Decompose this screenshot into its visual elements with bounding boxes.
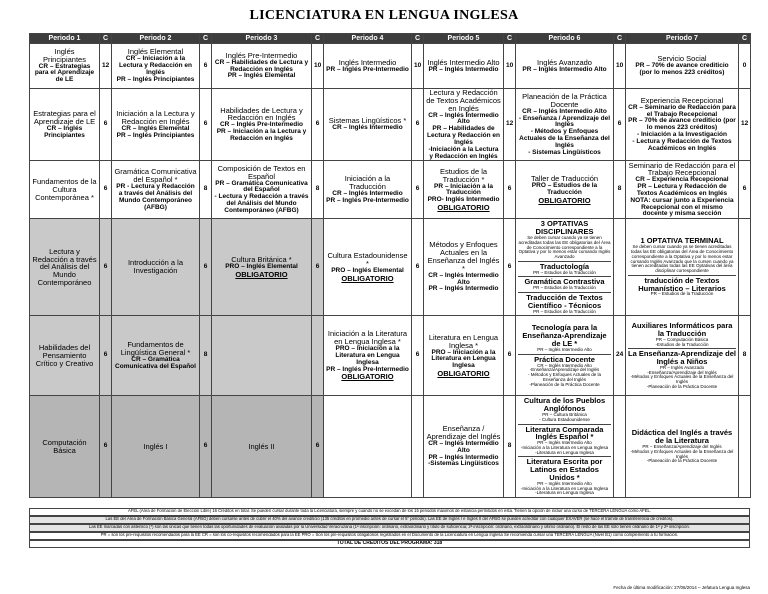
- table-row: [30, 396, 751, 498]
- course-name: Composición de Textos en Español: [217, 163, 306, 181]
- credits-cell: 6: [200, 44, 212, 89]
- course-cell-period-3: [212, 161, 312, 219]
- course-name: Métodos y Enfoques Actuales en la Enseñanza del Inglés *: [427, 240, 500, 273]
- course-requirement: PR – Inglés Principiantes: [116, 131, 195, 139]
- course-cell-period-1: [30, 219, 100, 316]
- footer-asterisk-note: Las EE marcadas con asterisco (*) son las únicas que tienen todas las oportunidades de evaluación avaladas por la Universidad Veracruzana (1ª inscripción: ordinario, extraordinario y título de suficiencia; 2ª inscripción: ordinario, extraordinario y último ordinario). El resto de las EE sólo tienen ordinario de 1ª y 2ª inscripción.: [29, 524, 750, 532]
- credits-cell: 10: [412, 44, 424, 89]
- course-cell-period-4: [324, 219, 412, 316]
- course-cell-period-7: [626, 44, 739, 89]
- course-requirement: CR – Iniciación a la Lectura y Redacción en Inglés: [119, 55, 192, 76]
- credits-cell: 8: [739, 316, 751, 396]
- course-name: Computación Básica: [42, 437, 87, 455]
- credits-cell: 8: [504, 396, 516, 498]
- credits-cell: 6: [504, 161, 516, 219]
- course-requirement: PR – Computación Básica: [655, 336, 709, 342]
- credits-cell: 6: [100, 219, 112, 316]
- course-cell-period-4: [324, 44, 412, 89]
- course-requirement: - Métodos y Enfoques Actuales de la Enseñanza del Inglés: [527, 372, 602, 382]
- course-requirement: -Literatura en Lengua Inglesa: [535, 490, 594, 496]
- course-requirement: CR – Inglés Intermedio Alto: [537, 362, 592, 368]
- course-requirement: -Literatura en Lengua Inglesa: [535, 449, 594, 455]
- mandatory-label: OBLIGATORIO: [437, 202, 490, 212]
- course-name: Lectura y Redacción de Textos Académicos en Inglés: [426, 88, 501, 113]
- footer-afel-note: AFEL (Área de Formación de Elección Libre) 16 Créditos en total. Se pueden cursar durante toda la Licenciatura, siempre y cuando no se excedan de los 15 periodos máximos de estancia permitidos en esta. Tienen la opción de incluir una curso de TERCERA LENGUA como AFEL.: [29, 508, 750, 516]
- course-cell-period-4: [324, 161, 412, 219]
- course-requirement: -Enseñanza/Aprendizaje del Inglés: [529, 367, 600, 373]
- course-requirement: CR – Habilidades de Lectura y Redacción en Inglés: [214, 58, 309, 73]
- header-period-4: Periodo 4: [324, 34, 412, 44]
- course-requirement: CR – Inglés Intermedio: [332, 124, 403, 132]
- course-name: Inglés Principiantes: [43, 46, 86, 64]
- course-requirement: CR – Inglés Elemental: [121, 124, 190, 132]
- course-name: 3 OPTATIVAS DISCIPLINARES: [535, 219, 594, 237]
- credits-cell: 6: [100, 89, 112, 161]
- mandatory-label: OBLIGATORIO: [538, 195, 591, 205]
- header-credits: C: [200, 34, 212, 44]
- credits-cell: 0: [739, 44, 751, 89]
- course-requirement: PR – Lectura y Redacción de Textos Académicos en Inglés: [636, 183, 728, 197]
- course-requirement: PRO – Iniciación a la Literatura en Lengua Inglesa: [335, 345, 400, 366]
- optional-course-block: [518, 323, 611, 353]
- course-name: Práctica Docente: [534, 354, 595, 364]
- course-cell-period-6: [516, 316, 614, 396]
- optional-course-block: [518, 354, 611, 388]
- course-name: Experiencia Recepcional: [640, 95, 724, 105]
- course-requirement: CR – Gramática Comunicativa del Español: [115, 355, 196, 370]
- course-requirement: - Métodos y Enfoques Actuales de la Enseñanza del Inglés: [519, 128, 610, 149]
- credits-cell: 24: [614, 316, 626, 396]
- course-cell-period-2: [112, 44, 200, 89]
- course-requirement: PR – Habilidades de Lectura y Redacción en Inglés: [427, 125, 500, 146]
- credits-cell: [614, 396, 626, 498]
- credits-cell: 12: [100, 44, 112, 89]
- course-cell-period-5: [424, 219, 504, 316]
- course-cell-period-1: [30, 316, 100, 396]
- course-cell-period-6: [516, 219, 614, 316]
- course-requirement: PR – Estudios de la Traducción: [533, 308, 596, 314]
- credits-cell: 12: [739, 89, 751, 161]
- header-credits: C: [614, 34, 626, 44]
- course-cell-period-5: [424, 89, 504, 161]
- course-requirement: PR – Enseñanza/Aprendizaje del Inglés: [642, 444, 722, 450]
- course-name: Inglés II: [248, 441, 275, 451]
- course-cell-period-7: [626, 396, 739, 498]
- course-requirement: CR – Experiencia Recepcional: [635, 176, 729, 184]
- course-requirement: PRO – Inglés Elemental: [331, 266, 404, 274]
- optional-course-block: [628, 348, 736, 390]
- course-requirement: PR – Iniciación a la Traducción: [434, 182, 493, 197]
- course-requirement: PR – Estudios de la Traducción: [533, 269, 596, 275]
- credits-cell: 6: [200, 89, 212, 161]
- course-requirement: PRO – Estudios de la Traducción: [531, 182, 598, 196]
- course-requirement: (por lo menos 223 créditos): [639, 68, 725, 76]
- course-name: Seminario de Redacción para el Trabajo Recepcional: [628, 160, 736, 178]
- course-cell-period-7: [626, 89, 739, 161]
- course-name: La Enseñanza-Aprendizaje del Inglés a Niños: [628, 349, 736, 367]
- course-requirement: PRO – Iniciación a la Literatura en Lengua Inglesa: [431, 348, 496, 370]
- optional-course-block: [518, 456, 611, 497]
- header-credits: C: [312, 34, 324, 44]
- course-cell-period-6: [516, 44, 614, 89]
- course-cell-period-6: [516, 396, 614, 498]
- credits-cell: 6: [412, 89, 424, 161]
- course-requirement: PR – Iniciación a la Lectura y Redacción en Inglés: [216, 128, 307, 142]
- table-row: [30, 316, 751, 396]
- optional-course-block: [628, 428, 736, 465]
- header-credits: C: [739, 34, 751, 44]
- course-name: Estrategias para el Aprendizaje de LE: [33, 108, 96, 126]
- course-name: Literatura Comparada Inglés Español *: [525, 424, 604, 442]
- mandatory-label: OBLIGATORIO: [341, 372, 394, 382]
- course-name: Inglés Avanzado: [537, 57, 592, 67]
- total-credits: TOTAL DE CRÉDITOS DEL PROGRAMA: 318: [29, 540, 750, 548]
- credits-cell: 6: [412, 219, 424, 316]
- course-requirement: PR – Inglés Intermedio Alto: [537, 347, 592, 353]
- course-name: Cultura de los Pueblos Anglófonos: [523, 396, 606, 414]
- course-requirement: -Sistemas Lingüísticos: [428, 460, 499, 468]
- course-requirement: PR – Estudios de la Traducción: [533, 285, 596, 291]
- course-cell-period-2: [112, 161, 200, 219]
- credits-cell: 6: [614, 89, 626, 161]
- credits-cell: 6: [100, 316, 112, 396]
- credits-cell: 6: [412, 161, 424, 219]
- course-requirement: -Métodos y Enfoques Actuales de la Enseñanza del Inglés: [630, 374, 734, 385]
- optional-course-block: [518, 219, 611, 260]
- course-name: traducción de Textos Humanístico – Literarios: [638, 275, 726, 293]
- course-name: Estudios de la Traducción *: [439, 166, 488, 184]
- course-name: Didáctica del Inglés a través de la Literatura: [631, 428, 733, 446]
- course-cell-period-6: [516, 161, 614, 219]
- mandatory-label: OBLIGATORIO: [235, 269, 288, 279]
- credits-cell: 8: [200, 161, 212, 219]
- course-cell-period-1: [30, 89, 100, 161]
- course-cell-period-6: [516, 89, 614, 161]
- optional-course-block: [628, 321, 736, 348]
- course-cell-period-1: [30, 396, 100, 498]
- header-period-2: Periodo 2: [112, 34, 200, 44]
- credits-cell: 6: [100, 396, 112, 498]
- course-requirement: PR - Lectura y Redacción a través del Análisis del Mundo Contemporáneo (AFBG): [116, 183, 195, 211]
- course-cell-period-2: [112, 89, 200, 161]
- course-requirement: CR – Inglés Intermedio Alto: [428, 111, 499, 126]
- course-name: Habilidades de Lectura y Redacción en Inglés: [220, 105, 303, 123]
- course-requirement: -Iniciación a la Lectura y Redacción en Inglés: [428, 145, 499, 160]
- course-cell-period-1: [30, 161, 100, 219]
- course-name: 1 OPTATIVA TERMINAL: [640, 236, 724, 246]
- course-name: Traducción de Textos Científico - Técnicos: [526, 292, 603, 310]
- header-period-1: Periodo 1: [30, 34, 100, 44]
- course-requirement: -Estudios de la Traducción: [655, 341, 709, 347]
- course-name: Fundamentos de Lingüística General *: [120, 340, 191, 357]
- course-name: Inglés Elemental: [127, 47, 184, 57]
- credits-cell: 10: [504, 44, 516, 89]
- curriculum-table: [29, 33, 751, 498]
- credits-cell: 6: [312, 219, 324, 316]
- course-cell-period-5: [424, 161, 504, 219]
- course-name: Servicio Social: [657, 54, 707, 64]
- course-requirement: PR – 70% de avance crediticio (por lo menos 223 créditos): [628, 117, 736, 132]
- course-requirement: -Iniciación a la Literatura en Lengua Inglesa: [520, 485, 609, 491]
- optional-course-block: [518, 261, 611, 277]
- course-name: Fundamentos de la Cultura Contemporánea *: [32, 177, 97, 202]
- last-modified-stamp: Fecha de última modificación: 27/06/2014 – Jefatura Lengua Inglesa: [613, 585, 750, 590]
- course-name: Iniciación a la Literatura en Lengua Inglesa *: [327, 329, 408, 347]
- optional-course-block: [628, 236, 736, 274]
- optional-course-block: [518, 276, 611, 292]
- table-row: [30, 219, 751, 316]
- course-requirement: -Métodos y Enfoques Actuales de la Enseñanza del Inglés: [630, 448, 734, 459]
- course-requirement: -Planeación de la Práctica Docente: [646, 458, 718, 464]
- course-requirement: PR – Inglés Intermedio: [428, 285, 499, 293]
- course-name: Gramática Contrastiva: [524, 277, 605, 287]
- optional-course-block: [518, 424, 611, 457]
- course-requirement: PR – Inglés Elemental: [227, 72, 296, 80]
- course-requirement: - Enseñanza / Aprendizaje del Inglés: [518, 114, 611, 129]
- course-name: Inglés Pre-Intermedio: [225, 50, 298, 60]
- course-name: Auxiliares Informáticos para la Traducción: [631, 321, 733, 338]
- course-cell-period-5: [424, 396, 504, 498]
- course-requirement: PR – Inglés Intermedio Alto: [522, 65, 607, 73]
- credits-cell: 10: [312, 44, 324, 89]
- credits-cell: [739, 396, 751, 498]
- course-name: Traductología: [539, 261, 590, 271]
- course-requirement: PR – Gramática Comunicativa del Español: [215, 179, 308, 194]
- course-requirement: PR – Inglés Intermedio Alto: [537, 440, 592, 446]
- course-cell-period-4: [324, 89, 412, 161]
- course-cell-period-2: [112, 396, 200, 498]
- credits-cell: 6: [200, 396, 212, 498]
- credits-cell: 8: [312, 161, 324, 219]
- header-row: [30, 34, 751, 44]
- course-requirement: CR – Inglés Intermedio Alto: [428, 440, 499, 454]
- course-name: Cultura Británica *: [231, 255, 292, 265]
- course-requirement: CR – Seminario de Redacción para el Trabajo Recepcional: [628, 103, 736, 118]
- credits-cell: 8: [200, 316, 212, 396]
- header-period-6: Periodo 6: [516, 34, 614, 44]
- course-name: Inglés Intermedio Alto: [427, 57, 500, 67]
- course-name: Inglés Intermedio: [338, 57, 397, 67]
- credits-cell: 6: [312, 396, 324, 498]
- course-cell-period-3: [212, 44, 312, 89]
- course-requirement: PR – Inglés Pre-Intermedio: [326, 196, 409, 204]
- footer-legend: PR = son los pre-requisitos recomendados para la EE CR = son los co-requisitos recomendados para la EE PRO = Son los pre-requisitos obligatorios registrados en el Documento de la Licenciatura en Lengua Inglesa Se recomienda cursar una TERCERA LENGUA (Nivel B1) como complemento a tu formación.: [29, 532, 750, 540]
- course-cell-period-7: [626, 219, 739, 316]
- mandatory-label: OBLIGATORIO: [437, 368, 490, 378]
- credits-cell: 6: [504, 219, 516, 316]
- header-period-3: Periodo 3: [212, 34, 312, 44]
- course-requirement: PR – Cultura Británica: [542, 412, 587, 418]
- course-name: Iniciación a la Traducción: [344, 174, 391, 191]
- course-requirement: CR – Inglés Pre-Intermedio: [219, 121, 304, 129]
- course-requirement: - Sistemas Lingüísticos: [528, 148, 601, 156]
- course-requirement: CR – Estrategias para el Aprendizaje de LE: [34, 62, 95, 84]
- header-credits: C: [100, 34, 112, 44]
- course-cell-period-4: [324, 396, 412, 498]
- course-requirement: PR – Inglés Intermedio Alto: [537, 481, 592, 487]
- course-requirement: PR – Inglés Avanzado: [659, 364, 705, 370]
- course-requirement: -Planeación de la Práctica Docente: [646, 383, 718, 389]
- course-cell-period-5: [424, 316, 504, 396]
- header-period-5: Periodo 5: [424, 34, 504, 44]
- course-requirement: -Enseñanza/Aprendizaje del Inglés: [647, 369, 717, 375]
- course-cell-period-1: [30, 44, 100, 89]
- credits-cell: 10: [614, 44, 626, 89]
- credits-cell: 6: [200, 219, 212, 316]
- credits-cell: [614, 219, 626, 316]
- course-requirement: - Iniciación a la Investigación: [637, 131, 727, 138]
- course-requirement: CR – Inglés Principiantes: [44, 124, 85, 139]
- mandatory-label: OBLIGATORIO: [341, 273, 394, 283]
- course-name: Literatura Escrita por Latinos en Estados Unidos *: [526, 457, 603, 483]
- course-requirement: PR – Inglés Pre-Intermedio: [326, 65, 409, 73]
- course-name: Inglés I: [143, 441, 168, 451]
- header-period-7: Periodo 7: [626, 34, 739, 44]
- course-cell-period-3: [212, 219, 312, 316]
- credits-cell: 12: [504, 89, 516, 161]
- page-title: LICENCIATURA EN LENGUA INGLESA: [249, 8, 519, 23]
- course-requirement: Se deben cursar cuando ya se tienen acreditadas todas las EE obligatorias del Área de Conocimiento correspondiente a la Optativa y por lo menos estar cursando Inglés Avanzado: [518, 235, 611, 259]
- course-cell-period-4: [324, 316, 412, 396]
- credits-cell: 6: [100, 161, 112, 219]
- credits-cell: [312, 316, 324, 396]
- credits-cell: 6: [739, 161, 751, 219]
- table-row: [30, 44, 751, 89]
- course-name: Introducción a la Investigación: [127, 258, 184, 276]
- header-credits: C: [504, 34, 516, 44]
- table-row: [30, 89, 751, 161]
- course-requirement: PRO – Inglés Elemental: [225, 262, 298, 270]
- course-cell-period-3: [212, 89, 312, 161]
- course-requirement: PRO- Inglés Intermedio: [427, 196, 500, 204]
- course-requirement: - Lectura y Redacción de Textos Académicos en Inglés: [632, 137, 732, 152]
- course-name: Cultura Estadounidense *: [327, 251, 408, 268]
- table-row: [30, 161, 751, 219]
- course-name: Literatura en Lengua Inglesa *: [428, 332, 499, 350]
- course-cell-period-7: [626, 316, 739, 396]
- course-name: Iniciación a la Lectura y Redacción en Inglés: [116, 108, 195, 126]
- course-cell-period-5: [424, 44, 504, 89]
- course-cell-period-7: [626, 161, 739, 219]
- course-requirement: -Planeación de la Práctica Docente: [529, 381, 600, 387]
- course-requirement: - Lectura y Redacción a través del Análisis del Mundo Contemporáneo (AFBG): [214, 193, 309, 214]
- course-requirement: PR – Inglés Intermedio: [428, 65, 499, 73]
- course-name: Planeación de la Práctica Docente: [522, 91, 607, 109]
- course-name: Enseñanza / Aprendizaje del Inglés: [426, 424, 501, 442]
- course-requirement: CR – Inglés Intermedio Alto: [428, 271, 499, 286]
- course-name: Tecnología para la Enseñanza-Aprendizaje de LE *: [522, 323, 607, 349]
- credits-cell: 8: [614, 161, 626, 219]
- course-requirement: PR – 70% de avance crediticio: [635, 62, 729, 70]
- course-requirement: Se deben cursar cuando ya se tienen acreditadas todas las EE obligatorias del Área de Conocimiento correspondiente a la Optativa y por lo menos estar cursando Inglés Avanzado que la cursen cuando ya tienen acreditadas todas las EE Optativas del área disciplinar correspondiente: [630, 244, 734, 273]
- course-name: Lectura y Redacción a través del Análisis del Mundo Contemporáneo: [32, 246, 97, 288]
- optional-course-block: [518, 396, 611, 423]
- course-cell-period-2: [112, 219, 200, 316]
- course-requirement: NOTA: cursar junto a Experiencia Recepcional con el mismo docente y misma sección: [630, 196, 734, 218]
- course-requirement: PR – Estudios de la Traducción: [650, 291, 714, 297]
- footer-afbg-note: Las EE del Área de Formación Básica General (AFBG) deben cursarse antes de cubrir el 40% del avance crediticio (135 créditos en promedio antes de cursar el 5° periodo). Las EE de Inglés I e Inglés II del AFBG se pueden acreditar con cualquier EXAVER (se hace el trámite de transferencia de créditos).: [29, 516, 750, 524]
- credits-cell: 6: [312, 89, 324, 161]
- credits-cell: [412, 396, 424, 498]
- optional-course-block: [518, 292, 611, 315]
- credits-cell: 6: [412, 316, 424, 396]
- course-requirement: - Cultura Estadounidense: [539, 416, 590, 422]
- header-credits: C: [412, 34, 424, 44]
- course-name: Habilidades del Pensamiento Crítico y Creativo: [35, 343, 94, 368]
- course-cell-period-3: [212, 316, 312, 396]
- course-cell-period-2: [112, 316, 200, 396]
- credits-cell: 6: [504, 316, 516, 396]
- course-cell-period-3: [212, 396, 312, 498]
- course-name: Taller de Traducción: [530, 174, 599, 184]
- course-requirement: CR – Inglés Intermedio Alto: [522, 107, 607, 115]
- course-requirement: PR – Inglés Intermedio: [428, 453, 499, 461]
- course-requirement: -Iniciación a la Literatura en Lengua Inglesa: [520, 444, 609, 450]
- optional-course-block: [628, 275, 736, 298]
- course-name: Gramática Comunicativa del Español *: [114, 167, 197, 185]
- course-requirement: PR – Inglés Pre-Intermedio: [326, 365, 409, 373]
- credits-cell: [739, 219, 751, 316]
- course-requirement: PR – Inglés Principiantes: [116, 75, 195, 83]
- course-requirement: CR – Inglés Intermedio: [332, 189, 403, 197]
- course-name: Sistemas Lingüísticos *: [328, 116, 407, 126]
